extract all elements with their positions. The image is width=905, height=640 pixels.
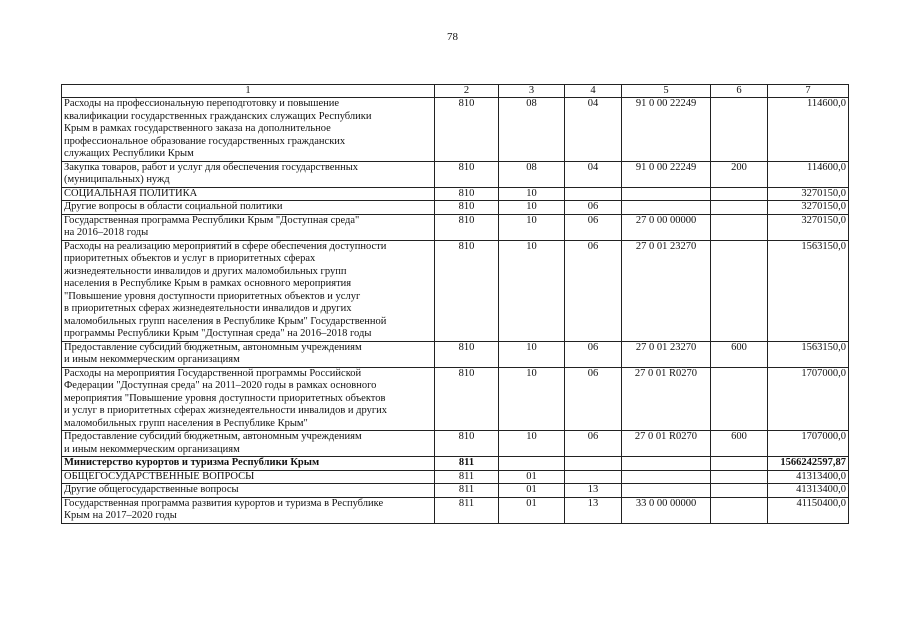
row-target-article-cell <box>622 187 711 201</box>
row-amount-cell: 41313400,0 <box>768 470 849 484</box>
row-section-cell: 01 <box>499 497 565 523</box>
row-admin-code-cell: 810 <box>435 98 499 162</box>
row-target-article-cell: 27 0 01 R0270 <box>622 431 711 457</box>
row-expense-type-cell <box>711 367 768 431</box>
row-expense-type-cell <box>711 187 768 201</box>
row-target-article-cell: 33 0 00 00000 <box>622 497 711 523</box>
header-row <box>62 85 849 98</box>
row-section-cell: 01 <box>499 470 565 484</box>
row-admin-code-cell: 810 <box>435 240 499 341</box>
table-row <box>62 98 849 162</box>
row-amount-cell: 3270150,0 <box>768 214 849 240</box>
row-expense-type-cell: 600 <box>711 431 768 457</box>
row-section-cell: 10 <box>499 214 565 240</box>
row-target-article-cell: 27 0 01 R0270 <box>622 367 711 431</box>
row-subsection-cell <box>565 470 622 484</box>
row-target-article-cell <box>622 457 711 471</box>
budget-table <box>61 84 849 524</box>
row-admin-code-cell: 810 <box>435 161 499 187</box>
col-header-3: 3 <box>499 85 565 98</box>
row-expense-type-cell <box>711 484 768 498</box>
row-subsection-cell: 06 <box>565 240 622 341</box>
row-subsection-cell: 06 <box>565 201 622 215</box>
row-name-cell: СОЦИАЛЬНАЯ ПОЛИТИКА <box>62 187 435 201</box>
row-name-cell: Другие вопросы в области социальной политики <box>62 201 435 215</box>
table-row <box>62 187 849 201</box>
row-subsection-cell: 06 <box>565 367 622 431</box>
row-name-cell: ОБЩЕГОСУДАРСТВЕННЫЕ ВОПРОСЫ <box>62 470 435 484</box>
row-name-cell: Государственная программа Республики Крым "Доступная среда" на 2016–2018 годы <box>62 214 435 240</box>
row-expense-type-cell <box>711 201 768 215</box>
row-name-cell: Закупка товаров, работ и услуг для обеспечения государственных (муниципальных) нужд <box>62 161 435 187</box>
row-section-cell: 01 <box>499 484 565 498</box>
col-header-6: 6 <box>711 85 768 98</box>
table-row <box>62 457 849 471</box>
row-amount-cell: 114600,0 <box>768 161 849 187</box>
table-row <box>62 240 849 341</box>
row-admin-code-cell: 810 <box>435 187 499 201</box>
table-row <box>62 497 849 523</box>
col-header-2: 2 <box>435 85 499 98</box>
budget-table-body <box>62 98 849 524</box>
table-row <box>62 470 849 484</box>
row-section-cell: 10 <box>499 201 565 215</box>
row-expense-type-cell: 600 <box>711 341 768 367</box>
row-subsection-cell: 06 <box>565 431 622 457</box>
row-amount-cell: 1566242597,87 <box>768 457 849 471</box>
row-expense-type-cell <box>711 240 768 341</box>
row-section-cell: 08 <box>499 161 565 187</box>
row-target-article-cell <box>622 484 711 498</box>
row-name-cell: Расходы на реализацию мероприятий в сфере обеспечения доступности приоритетных объектов и услуг в приоритетных сферах жизнедеятельности инвалидов и других маломобильных групп населения в Республике Крым в рамках основного мероприятия "Повышение уровня доступности приоритетных объектов и услуг в приоритетных сферах жизнедеятельности инвалидов и других маломобильных групп населения в Республике Крым" Государственной программы Республики Крым "Доступная среда" на 2016–2018 годы <box>62 240 435 341</box>
row-target-article-cell: 27 0 01 23270 <box>622 240 711 341</box>
row-section-cell <box>499 457 565 471</box>
table-row <box>62 367 849 431</box>
row-subsection-cell <box>565 187 622 201</box>
row-name-cell: Расходы на профессиональную переподготовку и повышение квалификации государственных гражданских служащих Республики Крым в рамках государственного заказа на дополнительное профессиональное образование государственных гражданских служащих Республики Крым <box>62 98 435 162</box>
row-amount-cell: 1707000,0 <box>768 367 849 431</box>
row-admin-code-cell: 811 <box>435 484 499 498</box>
row-amount-cell: 114600,0 <box>768 98 849 162</box>
row-amount-cell: 41150400,0 <box>768 497 849 523</box>
row-subsection-cell: 06 <box>565 214 622 240</box>
row-admin-code-cell: 811 <box>435 497 499 523</box>
row-target-article-cell: 27 0 01 23270 <box>622 341 711 367</box>
row-admin-code-cell: 811 <box>435 470 499 484</box>
row-name-cell: Предоставление субсидий бюджетным, автономным учреждениям и иным некоммерческим организациям <box>62 431 435 457</box>
row-admin-code-cell: 810 <box>435 214 499 240</box>
col-header-7: 7 <box>768 85 849 98</box>
row-name-cell: Предоставление субсидий бюджетным, автономным учреждениям и иным некоммерческим организациям <box>62 341 435 367</box>
row-expense-type-cell <box>711 98 768 162</box>
row-target-article-cell <box>622 201 711 215</box>
row-section-cell: 08 <box>499 98 565 162</box>
table-row <box>62 484 849 498</box>
row-section-cell: 10 <box>499 431 565 457</box>
row-expense-type-cell <box>711 470 768 484</box>
row-amount-cell: 1707000,0 <box>768 431 849 457</box>
row-section-cell: 10 <box>499 367 565 431</box>
row-name-cell: Расходы на мероприятия Государственной программы Российской Федерации "Доступная среда" на 2011–2020 годы в рамках основного мероприятия "Повышение уровня доступности приоритетных объектов и услуг в приоритетных сферах жизнедеятельности инвалидов и других маломобильных групп населения в Республике Крым" <box>62 367 435 431</box>
row-expense-type-cell <box>711 457 768 471</box>
row-subsection-cell: 04 <box>565 98 622 162</box>
row-amount-cell: 41313400,0 <box>768 484 849 498</box>
row-name-cell: Государственная программа развития курортов и туризма в Республике Крым на 2017–2020 годы <box>62 497 435 523</box>
row-section-cell: 10 <box>499 240 565 341</box>
row-target-article-cell: 91 0 00 22249 <box>622 161 711 187</box>
row-subsection-cell: 13 <box>565 484 622 498</box>
row-target-article-cell <box>622 470 711 484</box>
row-subsection-cell <box>565 457 622 471</box>
row-subsection-cell: 13 <box>565 497 622 523</box>
col-header-4: 4 <box>565 85 622 98</box>
row-amount-cell: 1563150,0 <box>768 240 849 341</box>
row-amount-cell: 3270150,0 <box>768 201 849 215</box>
row-expense-type-cell <box>711 214 768 240</box>
table-row <box>62 214 849 240</box>
row-amount-cell: 1563150,0 <box>768 341 849 367</box>
col-header-5: 5 <box>622 85 711 98</box>
row-admin-code-cell: 810 <box>435 367 499 431</box>
table-row <box>62 341 849 367</box>
row-section-cell: 10 <box>499 341 565 367</box>
row-admin-code-cell: 810 <box>435 201 499 215</box>
row-subsection-cell: 04 <box>565 161 622 187</box>
row-expense-type-cell <box>711 497 768 523</box>
row-amount-cell: 3270150,0 <box>768 187 849 201</box>
table-row <box>62 161 849 187</box>
row-target-article-cell: 27 0 00 00000 <box>622 214 711 240</box>
row-admin-code-cell: 811 <box>435 457 499 471</box>
table-row <box>62 201 849 215</box>
row-admin-code-cell: 810 <box>435 341 499 367</box>
page-number: 78 <box>447 31 458 43</box>
row-target-article-cell: 91 0 00 22249 <box>622 98 711 162</box>
col-header-1: 1 <box>62 85 435 98</box>
row-subsection-cell: 06 <box>565 341 622 367</box>
row-section-cell: 10 <box>499 187 565 201</box>
row-expense-type-cell: 200 <box>711 161 768 187</box>
table-row <box>62 431 849 457</box>
row-name-cell: Другие общегосударственные вопросы <box>62 484 435 498</box>
row-admin-code-cell: 810 <box>435 431 499 457</box>
row-name-cell: Министерство курортов и туризма Республики Крым <box>62 457 435 471</box>
